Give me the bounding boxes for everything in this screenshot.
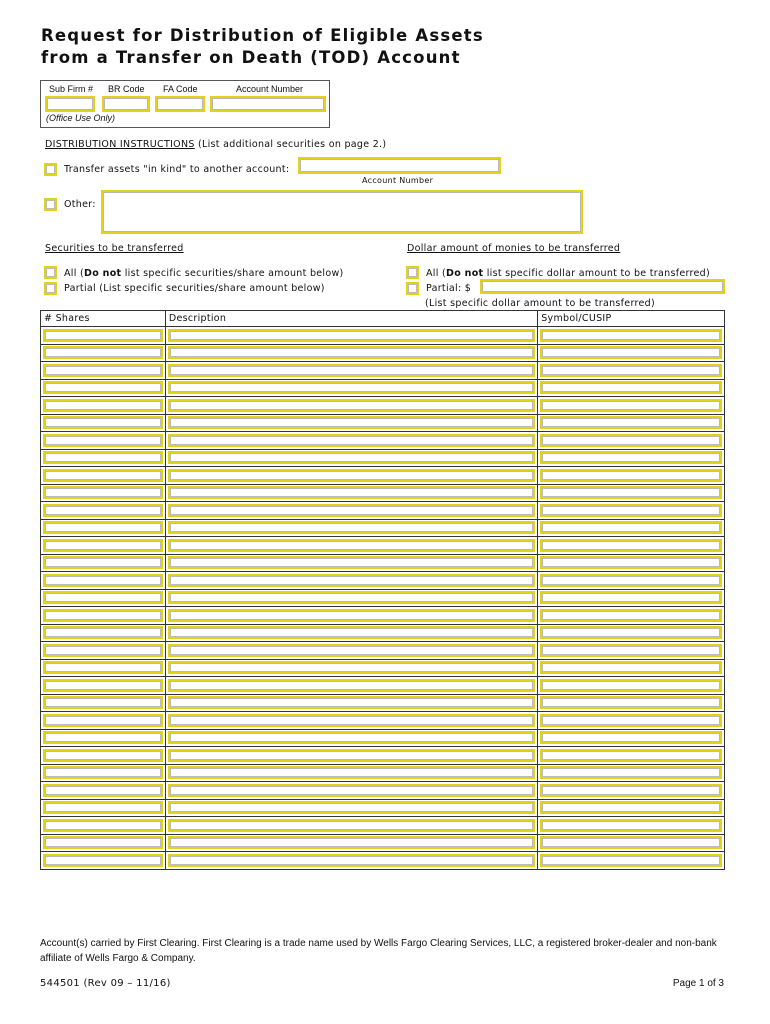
table-row bbox=[41, 834, 725, 852]
table-cell bbox=[41, 799, 166, 817]
symbol-cusip-cell-field[interactable] bbox=[540, 591, 722, 604]
shares-cell-field[interactable] bbox=[43, 346, 163, 359]
symbol-cusip-cell-field[interactable] bbox=[540, 766, 722, 779]
table-row bbox=[41, 554, 725, 572]
distribution-heading bbox=[45, 139, 386, 150]
table-cell bbox=[41, 817, 166, 835]
table-cell bbox=[41, 467, 166, 485]
table-cell bbox=[165, 729, 537, 747]
shares-cell-field[interactable] bbox=[43, 801, 163, 814]
description-cell-field[interactable] bbox=[168, 836, 535, 849]
table-cell bbox=[41, 449, 166, 467]
table-cell bbox=[165, 747, 537, 765]
table-cell bbox=[165, 519, 537, 537]
description-cell-field[interactable] bbox=[168, 661, 535, 674]
dollars-all-checkbox[interactable] bbox=[406, 266, 419, 279]
sub-firm-field[interactable] bbox=[45, 96, 95, 112]
br-code-field[interactable] bbox=[102, 96, 150, 112]
table-cell bbox=[165, 397, 537, 415]
table-cell bbox=[538, 764, 725, 782]
table-row bbox=[41, 414, 725, 432]
table-row bbox=[41, 379, 725, 397]
table-cell bbox=[538, 554, 725, 572]
description-cell-field[interactable] bbox=[168, 504, 535, 517]
description-cell-field[interactable] bbox=[168, 696, 535, 709]
table-cell bbox=[41, 642, 166, 660]
symbol-cusip-cell-field[interactable] bbox=[540, 346, 722, 359]
table-cell bbox=[538, 467, 725, 485]
table-cell bbox=[41, 484, 166, 502]
table-row bbox=[41, 817, 725, 835]
description-header: Description bbox=[165, 311, 537, 327]
shares-cell-field[interactable] bbox=[43, 521, 163, 534]
securities-partial-label: Partial (List specific securities/share amount below) bbox=[64, 283, 325, 294]
description-cell-field[interactable] bbox=[168, 784, 535, 797]
table-cell bbox=[538, 449, 725, 467]
symbol-cusip-header: Symbol/CUSIP bbox=[538, 311, 725, 327]
table-cell bbox=[41, 852, 166, 870]
table-cell bbox=[165, 764, 537, 782]
table-cell bbox=[538, 607, 725, 625]
table-row bbox=[41, 607, 725, 625]
symbol-cusip-cell-field[interactable] bbox=[540, 731, 722, 744]
table-cell bbox=[538, 379, 725, 397]
shares-cell-field[interactable] bbox=[43, 784, 163, 797]
table-cell bbox=[538, 572, 725, 590]
table-cell bbox=[41, 729, 166, 747]
table-cell bbox=[538, 432, 725, 450]
shares-cell-field[interactable] bbox=[43, 469, 163, 482]
symbol-cusip-cell-field[interactable] bbox=[540, 714, 722, 727]
table-cell bbox=[538, 327, 725, 345]
shares-cell-field[interactable] bbox=[43, 819, 163, 832]
shares-cell-field[interactable] bbox=[43, 836, 163, 849]
page-number: Page 1 of 3 bbox=[672, 978, 724, 989]
table-row bbox=[41, 782, 725, 800]
table-row bbox=[41, 362, 725, 380]
shares-cell-field[interactable] bbox=[43, 609, 163, 622]
table-cell bbox=[41, 747, 166, 765]
description-cell-field[interactable] bbox=[168, 854, 535, 867]
in-kind-sublabel: Account Number bbox=[362, 176, 434, 185]
table-cell bbox=[41, 782, 166, 800]
table-cell bbox=[538, 537, 725, 555]
symbol-cusip-cell-field[interactable] bbox=[540, 416, 722, 429]
table-cell bbox=[165, 432, 537, 450]
table-cell bbox=[538, 519, 725, 537]
symbol-cusip-cell-field[interactable] bbox=[540, 854, 722, 867]
securities-all-bold: Do not bbox=[84, 268, 122, 279]
dollars-partial-note: (List specific dollar amount to be transferred) bbox=[425, 298, 655, 309]
shares-cell-field[interactable] bbox=[43, 451, 163, 464]
table-row bbox=[41, 519, 725, 537]
symbol-cusip-cell-field[interactable] bbox=[540, 556, 722, 569]
table-cell bbox=[165, 607, 537, 625]
table-cell bbox=[538, 782, 725, 800]
table-cell bbox=[41, 432, 166, 450]
table-cell bbox=[41, 659, 166, 677]
table-cell bbox=[538, 712, 725, 730]
securities-heading: Securities to be transferred bbox=[45, 243, 184, 254]
table-cell bbox=[41, 764, 166, 782]
dollars-all-prefix: All ( bbox=[426, 268, 447, 279]
description-cell-field[interactable] bbox=[168, 801, 535, 814]
table-cell bbox=[41, 677, 166, 695]
shares-cell-field[interactable] bbox=[43, 416, 163, 429]
table-cell bbox=[165, 799, 537, 817]
table-cell bbox=[165, 624, 537, 642]
description-cell-field[interactable] bbox=[168, 819, 535, 832]
description-cell-field[interactable] bbox=[168, 329, 535, 342]
shares-cell-field[interactable] bbox=[43, 854, 163, 867]
symbol-cusip-cell-field[interactable] bbox=[540, 469, 722, 482]
table-cell bbox=[538, 589, 725, 607]
symbol-cusip-cell-field[interactable] bbox=[540, 521, 722, 534]
description-cell-field[interactable] bbox=[168, 626, 535, 639]
table-cell bbox=[538, 659, 725, 677]
table-cell bbox=[538, 362, 725, 380]
securities-table bbox=[40, 310, 725, 870]
footer-disclaimer: Account(s) carried by First Clearing. First Clearing is a trade name used by Wells Fargo Clearing Services, LLC, a registered broker-dealer and non-bank affiliate of Wells Fargo & Company. bbox=[40, 938, 717, 964]
table-row bbox=[41, 589, 725, 607]
table-cell bbox=[538, 484, 725, 502]
symbol-cusip-cell-field[interactable] bbox=[540, 749, 722, 762]
table-cell bbox=[165, 677, 537, 695]
table-cell bbox=[538, 747, 725, 765]
dollars-all-suffix: list specific dollar amount to be transferred) bbox=[483, 268, 711, 279]
symbol-cusip-cell-field[interactable] bbox=[540, 661, 722, 674]
table-cell bbox=[165, 817, 537, 835]
form-title-line-2: from a Transfer on Death (TOD) Account bbox=[41, 48, 461, 67]
description-cell-field[interactable] bbox=[168, 469, 535, 482]
table-cell bbox=[41, 502, 166, 520]
table-cell bbox=[165, 344, 537, 362]
table-row bbox=[41, 694, 725, 712]
symbol-cusip-cell-field[interactable] bbox=[540, 696, 722, 709]
description-cell-field[interactable] bbox=[168, 766, 535, 779]
symbol-cusip-cell-field[interactable] bbox=[540, 539, 722, 552]
description-cell-field[interactable] bbox=[168, 451, 535, 464]
symbol-cusip-cell-field[interactable] bbox=[540, 819, 722, 832]
shares-header: # Shares bbox=[41, 311, 166, 327]
table-cell bbox=[41, 712, 166, 730]
symbol-cusip-cell-field[interactable] bbox=[540, 381, 722, 394]
account-number-field[interactable] bbox=[210, 96, 326, 112]
form-number: 544501 (Rev 09 – 11/16) bbox=[40, 978, 171, 989]
shares-cell-field[interactable] bbox=[43, 591, 163, 604]
shares-cell-field[interactable] bbox=[43, 574, 163, 587]
table-cell bbox=[538, 414, 725, 432]
table-cell bbox=[538, 834, 725, 852]
table-cell bbox=[41, 834, 166, 852]
shares-cell-field[interactable] bbox=[43, 696, 163, 709]
table-cell bbox=[41, 589, 166, 607]
shares-cell-field[interactable] bbox=[43, 434, 163, 447]
description-cell-field[interactable] bbox=[168, 679, 535, 692]
table-cell bbox=[538, 677, 725, 695]
table-row bbox=[41, 484, 725, 502]
table-cell bbox=[41, 572, 166, 590]
table-cell bbox=[41, 519, 166, 537]
description-cell-field[interactable] bbox=[168, 346, 535, 359]
symbol-cusip-cell-field[interactable] bbox=[540, 434, 722, 447]
dollars-all-label bbox=[426, 268, 710, 279]
table-row bbox=[41, 537, 725, 555]
description-cell-field[interactable] bbox=[168, 434, 535, 447]
table-row bbox=[41, 747, 725, 765]
symbol-cusip-cell-field[interactable] bbox=[540, 329, 722, 342]
symbol-cusip-cell-field[interactable] bbox=[540, 644, 722, 657]
table-row bbox=[41, 729, 725, 747]
table-cell bbox=[41, 414, 166, 432]
description-cell-field[interactable] bbox=[168, 416, 535, 429]
account-number-label: Account Number bbox=[236, 84, 304, 94]
table-cell bbox=[41, 624, 166, 642]
shares-cell-field[interactable] bbox=[43, 679, 163, 692]
table-cell bbox=[41, 537, 166, 555]
in-kind-checkbox[interactable] bbox=[44, 163, 57, 176]
table-cell bbox=[165, 659, 537, 677]
shares-cell-field[interactable] bbox=[43, 626, 163, 639]
table-cell bbox=[165, 554, 537, 572]
dollars-partial-label: Partial: $ bbox=[426, 283, 472, 294]
table-cell bbox=[165, 362, 537, 380]
description-cell-field[interactable] bbox=[168, 609, 535, 622]
shares-cell-field[interactable] bbox=[43, 556, 163, 569]
shares-cell-field[interactable] bbox=[43, 364, 163, 377]
table-row bbox=[41, 397, 725, 415]
description-cell-field[interactable] bbox=[168, 644, 535, 657]
in-kind-label: Transfer assets "in kind" to another account: bbox=[64, 164, 290, 175]
shares-cell-field[interactable] bbox=[43, 399, 163, 412]
table-row bbox=[41, 712, 725, 730]
table-cell bbox=[538, 852, 725, 870]
shares-cell-field[interactable] bbox=[43, 539, 163, 552]
description-cell-field[interactable] bbox=[168, 731, 535, 744]
table-cell bbox=[538, 502, 725, 520]
table-cell bbox=[165, 782, 537, 800]
symbol-cusip-cell-field[interactable] bbox=[540, 836, 722, 849]
table-cell bbox=[165, 537, 537, 555]
table-row bbox=[41, 659, 725, 677]
table-row bbox=[41, 799, 725, 817]
table-cell bbox=[41, 694, 166, 712]
dollars-partial-checkbox[interactable] bbox=[406, 282, 419, 295]
table-cell bbox=[41, 397, 166, 415]
description-cell-field[interactable] bbox=[168, 714, 535, 727]
description-cell-field[interactable] bbox=[168, 486, 535, 499]
in-kind-account-field[interactable] bbox=[298, 157, 501, 174]
table-row bbox=[41, 432, 725, 450]
symbol-cusip-cell-field[interactable] bbox=[540, 504, 722, 517]
shares-cell-field[interactable] bbox=[43, 749, 163, 762]
table-cell bbox=[165, 642, 537, 660]
table-cell bbox=[538, 642, 725, 660]
table-header-row bbox=[41, 311, 725, 327]
form-title-line-1: Request for Distribution of Eligible Assets bbox=[41, 26, 484, 45]
dollars-heading: Dollar amount of monies to be transferred bbox=[407, 243, 621, 254]
table-row bbox=[41, 764, 725, 782]
symbol-cusip-cell-field[interactable] bbox=[540, 486, 722, 499]
table-cell bbox=[538, 799, 725, 817]
distribution-heading-text: DISTRIBUTION INSTRUCTIONS bbox=[45, 139, 195, 150]
securities-all-suffix: list specific securities/share amount below) bbox=[121, 268, 344, 279]
other-label: Other: bbox=[64, 199, 96, 210]
table-cell bbox=[538, 344, 725, 362]
shares-cell-field[interactable] bbox=[43, 714, 163, 727]
shares-cell-field[interactable] bbox=[43, 644, 163, 657]
table-cell bbox=[165, 449, 537, 467]
table-cell bbox=[165, 502, 537, 520]
table-cell bbox=[165, 852, 537, 870]
table-row bbox=[41, 642, 725, 660]
securities-partial-checkbox[interactable] bbox=[44, 282, 57, 295]
symbol-cusip-cell-field[interactable] bbox=[540, 399, 722, 412]
table-cell bbox=[165, 467, 537, 485]
table-cell bbox=[41, 327, 166, 345]
table-cell bbox=[538, 624, 725, 642]
table-cell bbox=[41, 607, 166, 625]
symbol-cusip-cell-field[interactable] bbox=[540, 364, 722, 377]
dollars-all-bold: Do not bbox=[446, 268, 484, 279]
distribution-heading-note: (List additional securities on page 2.) bbox=[194, 139, 387, 150]
description-cell-field[interactable] bbox=[168, 591, 535, 604]
table-row bbox=[41, 344, 725, 362]
description-cell-field[interactable] bbox=[168, 521, 535, 534]
table-cell bbox=[165, 589, 537, 607]
table-cell bbox=[41, 379, 166, 397]
table-cell bbox=[165, 712, 537, 730]
other-checkbox[interactable] bbox=[44, 198, 57, 211]
description-cell-field[interactable] bbox=[168, 556, 535, 569]
symbol-cusip-cell-field[interactable] bbox=[540, 784, 722, 797]
description-cell-field[interactable] bbox=[168, 399, 535, 412]
symbol-cusip-cell-field[interactable] bbox=[540, 626, 722, 639]
table-row bbox=[41, 449, 725, 467]
securities-all-prefix: All ( bbox=[64, 268, 85, 279]
table-cell bbox=[538, 729, 725, 747]
description-cell-field[interactable] bbox=[168, 749, 535, 762]
symbol-cusip-cell-field[interactable] bbox=[540, 801, 722, 814]
shares-cell-field[interactable] bbox=[43, 486, 163, 499]
description-cell-field[interactable] bbox=[168, 574, 535, 587]
table-cell bbox=[538, 817, 725, 835]
description-cell-field[interactable] bbox=[168, 381, 535, 394]
fa-code-label: FA Code bbox=[163, 84, 198, 94]
table-cell bbox=[41, 554, 166, 572]
shares-cell-field[interactable] bbox=[43, 329, 163, 342]
table-cell bbox=[165, 572, 537, 590]
table-cell bbox=[41, 344, 166, 362]
table-row bbox=[41, 677, 725, 695]
description-cell-field[interactable] bbox=[168, 364, 535, 377]
symbol-cusip-cell-field[interactable] bbox=[540, 574, 722, 587]
table-row bbox=[41, 327, 725, 345]
shares-cell-field[interactable] bbox=[43, 504, 163, 517]
table-cell bbox=[165, 414, 537, 432]
shares-cell-field[interactable] bbox=[43, 381, 163, 394]
other-textarea[interactable] bbox=[101, 190, 583, 234]
table-cell bbox=[538, 694, 725, 712]
table-row bbox=[41, 467, 725, 485]
shares-cell-field[interactable] bbox=[43, 731, 163, 744]
symbol-cusip-cell-field[interactable] bbox=[540, 679, 722, 692]
shares-cell-field[interactable] bbox=[43, 661, 163, 674]
table-cell bbox=[165, 834, 537, 852]
table-cell bbox=[41, 362, 166, 380]
table-cell bbox=[165, 327, 537, 345]
table-row bbox=[41, 572, 725, 590]
table-cell bbox=[165, 694, 537, 712]
table-row bbox=[41, 852, 725, 870]
securities-all-checkbox[interactable] bbox=[44, 266, 57, 279]
securities-all-label bbox=[64, 268, 344, 279]
table-cell bbox=[165, 379, 537, 397]
br-code-label: BR Code bbox=[108, 84, 145, 94]
dollars-partial-field[interactable] bbox=[480, 279, 725, 294]
description-cell-field[interactable] bbox=[168, 539, 535, 552]
sub-firm-label: Sub Firm # bbox=[49, 84, 94, 94]
table-row bbox=[41, 502, 725, 520]
table-row bbox=[41, 624, 725, 642]
table-body bbox=[41, 327, 725, 870]
shares-cell-field[interactable] bbox=[43, 766, 163, 779]
fa-code-field[interactable] bbox=[155, 96, 205, 112]
symbol-cusip-cell-field[interactable] bbox=[540, 451, 722, 464]
office-use-note: (Office Use Only) bbox=[46, 113, 116, 123]
table-cell bbox=[165, 484, 537, 502]
symbol-cusip-cell-field[interactable] bbox=[540, 609, 722, 622]
table-cell bbox=[538, 397, 725, 415]
